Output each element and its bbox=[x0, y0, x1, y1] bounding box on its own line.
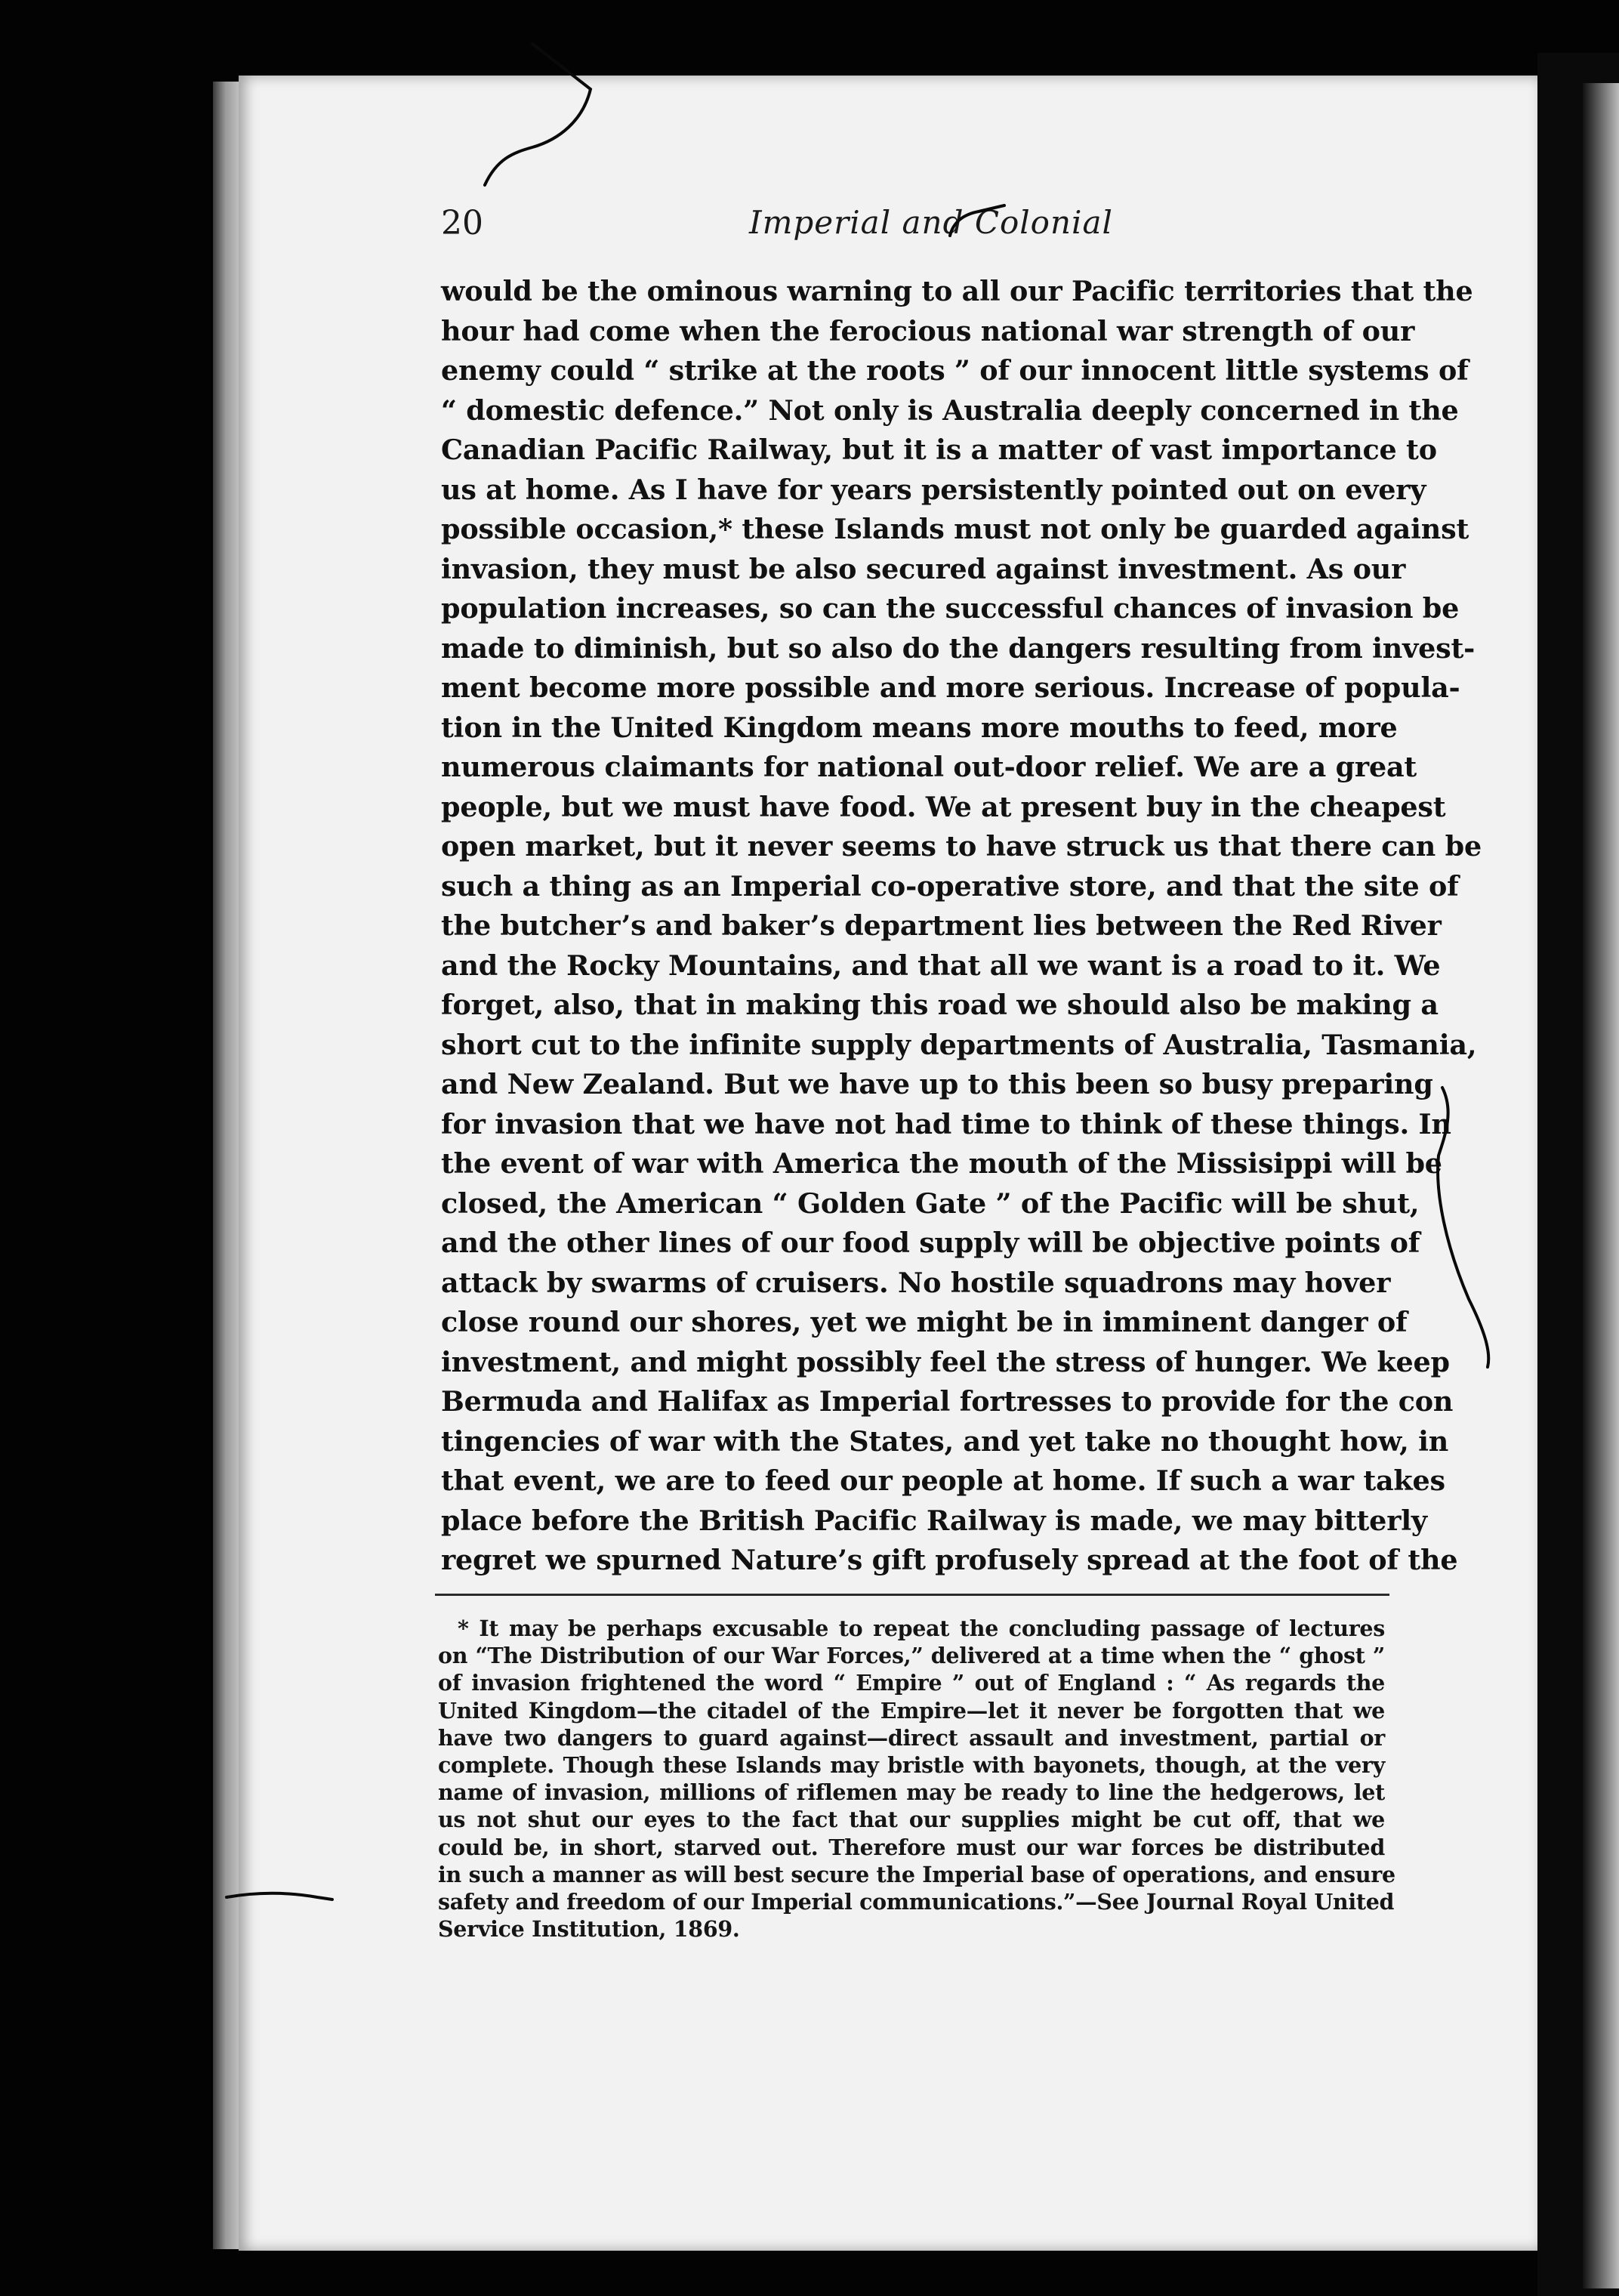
body-line: that event, we are to feed our people at home. If such a war takes bbox=[441, 1464, 1445, 1497]
body-line: attack by swarms of cruisers. No hostile squadrons may hover bbox=[441, 1266, 1391, 1299]
running-head: Imperial and Colonial bbox=[749, 204, 1113, 241]
body-line: “ domestic defence.” Not only is Australia deeply concerned in the bbox=[441, 393, 1459, 427]
body-line: tingencies of war with the States, and yet take no thought how, in bbox=[441, 1424, 1449, 1458]
body-line: place before the British Pacific Railway is made, we may bitterly bbox=[441, 1504, 1427, 1537]
footnote-line: could be, in short, starved out. Therefore must our war forces be distributed bbox=[438, 1834, 1385, 1860]
body-line: us at home. As I have for years persistently pointed out on every bbox=[441, 473, 1426, 506]
body-line: and the other lines of our food supply will be objective points of bbox=[441, 1227, 1420, 1259]
footnote-line: complete. Though these Islands may bristle with bayonets, though, at the very bbox=[438, 1752, 1385, 1779]
body-line: closed, the American “ Golden Gate ” of the Pacific will be shut, bbox=[441, 1187, 1420, 1220]
body-line: the event of war with America the mouth of the Missisippi will be bbox=[441, 1147, 1442, 1180]
body-line: and New Zealand. But we have up to this been so busy preparing bbox=[441, 1068, 1433, 1100]
body-line: short cut to the infinite supply departments of Australia, Tasmania, bbox=[441, 1028, 1477, 1061]
footnote-line: Service Institution, 1869. bbox=[438, 1916, 740, 1943]
page-header bbox=[441, 204, 1385, 257]
next-page-edge bbox=[1583, 83, 1619, 2288]
body-line: population increases, so can the successful chances of invasion be bbox=[441, 592, 1460, 625]
body-line: tion in the United Kingdom means more mouths to feed, more bbox=[441, 711, 1398, 744]
footnote-line: United Kingdom—the citadel of the Empire—let it never be forgotten that we bbox=[438, 1697, 1385, 1724]
body-line: forget, also, that in making this road we should also be making a bbox=[441, 989, 1439, 1021]
body-line: Canadian Pacific Railway, but it is a matter of vast importance to bbox=[441, 434, 1437, 466]
footnote-line: us not shut our eyes to the fact that our supplies might be cut off, that we bbox=[438, 1807, 1385, 1833]
page-number: 20 bbox=[441, 204, 483, 242]
body-line: Bermuda and Halifax as Imperial fortresses to provide for the con bbox=[441, 1385, 1454, 1418]
body-line: made to diminish, but so also do the dangers resulting from invest- bbox=[441, 631, 1476, 665]
footnote-rule bbox=[435, 1594, 1389, 1596]
body-line: hour had come when the ferocious national war strength of our bbox=[441, 314, 1415, 347]
body-line: for invasion that we have not had time to think of these things. In bbox=[441, 1107, 1451, 1140]
footnote-line: have two dangers to guard against—direct assault and investment, partial or bbox=[438, 1724, 1385, 1751]
body-line: regret we spurned Nature’s gift profusely spread at the foot of the bbox=[441, 1544, 1458, 1576]
body-line: ment become more possible and more serious. Increase of popula- bbox=[441, 671, 1460, 704]
body-line: such a thing as an Imperial co-operative store, and that the site of bbox=[441, 869, 1459, 903]
footnote-line: * It may be perhaps excusable to repeat the concluding passage of lectures bbox=[458, 1616, 1385, 1641]
body-line: enemy could “ strike at the roots ” of our innocent little systems of bbox=[441, 354, 1469, 387]
body-line: investment, and might possibly feel the stress of hunger. We keep bbox=[441, 1345, 1450, 1378]
body-line: would be the ominous warning to all our Pacific territories that the bbox=[441, 275, 1473, 307]
body-text bbox=[441, 272, 1482, 1581]
body-line: people, but we must have food. We at present buy in the cheapest bbox=[441, 790, 1446, 823]
footnote-line: safety and freedom of our Imperial communications.”—See Journal Royal United bbox=[438, 1889, 1395, 1915]
footnote-line: in such a manner as will best secure the Imperial base of operations, and ensure bbox=[438, 1861, 1395, 1887]
body-line: the butcher’s and baker’s department lies between the Red River bbox=[441, 909, 1442, 942]
footnote-line: name of invasion, millions of riflemen may be ready to line the hedgerows, let bbox=[438, 1779, 1385, 1806]
body-line: possible occasion,* these Islands must not only be guarded against bbox=[441, 513, 1469, 545]
body-line: and the Rocky Mountains, and that all we want is a road to it. We bbox=[441, 949, 1441, 982]
footnote-line: on “The Distribution of our War Forces,” delivered at a time when the “ ghost ” bbox=[438, 1643, 1385, 1669]
body-line: invasion, they must be also secured against investment. As our bbox=[441, 552, 1406, 585]
body-line: open market, but it never seems to have struck us that there can be bbox=[441, 830, 1482, 863]
footnote-line: of invasion frightened the word “ Empire ” out of England : “ As regards the bbox=[438, 1670, 1385, 1696]
footnote bbox=[438, 1615, 1395, 1943]
body-line: numerous claimants for national out-door relief. We are a great bbox=[441, 751, 1417, 783]
body-line: close round our shores, yet we might be in imminent danger of bbox=[441, 1306, 1408, 1338]
